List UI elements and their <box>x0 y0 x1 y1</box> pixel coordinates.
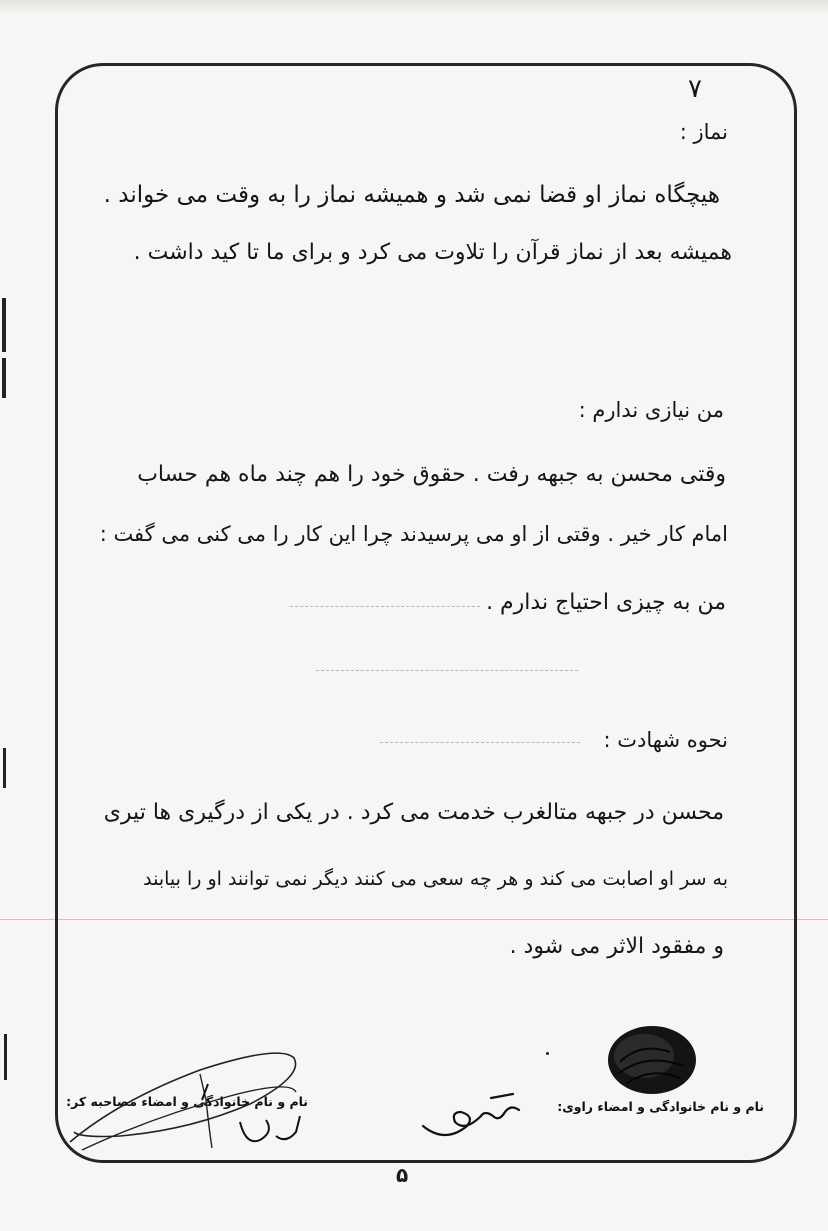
text-line: همیشه بعد از نماز قرآن را تلاوت می کرد و برای ما تا کید داشت . <box>133 240 732 265</box>
section-heading-martyrdom: نحوه شهادت : <box>603 728 728 752</box>
thumbprint-stamp <box>600 1022 700 1102</box>
text-line: من به چیزی احتیاج ندارم . <box>486 590 726 615</box>
text-line: به سر او اصابت می کند و هر چه سعی می کنند دیگر نمی توانند او را بیابند <box>143 868 728 890</box>
ink-dot <box>546 1052 549 1055</box>
text-line: و مفقود الاثر می شود . <box>509 934 724 959</box>
text-line: هیچگاه نماز او قضا نمی شد و همیشه نماز را به وقت می خواند . <box>103 182 720 208</box>
section-heading-no-need: من نیازی ندارم : <box>578 398 724 422</box>
text-line: امام کار خیر . وقتی از او می پرسیدند چرا این کار را می کنی می گفت : <box>99 522 728 546</box>
dotted-line <box>316 670 578 671</box>
interviewer-signature <box>60 1040 320 1160</box>
narrator-label: نام و نام خانوادگی و امضاء راوی: <box>557 1099 764 1114</box>
text-line: وقتی محسن به جبهه رفت . حقوق خود را هم چند ماه هم حساب <box>137 462 726 487</box>
dotted-line <box>290 606 480 607</box>
page-number: ۵ <box>396 1163 409 1187</box>
narrator-signature <box>415 1086 535 1146</box>
section-heading-prayer: نماز : <box>679 120 728 144</box>
scan-top-edge <box>0 0 828 14</box>
scan-edge-mark <box>2 358 6 398</box>
scan-edge-mark <box>2 298 6 352</box>
scan-edge-mark <box>4 1034 7 1080</box>
text-line: محسن در جبهه متالغرب خدمت می کرد . در یکی از درگیری ها تیری <box>103 800 724 825</box>
dotted-line <box>380 742 580 743</box>
corner-mark: ٧ <box>688 74 702 104</box>
scan-edge-mark <box>3 748 6 788</box>
interviewer-label: نام و نام خانوادگی و امضاء مصاحبه کر: <box>66 1094 308 1109</box>
